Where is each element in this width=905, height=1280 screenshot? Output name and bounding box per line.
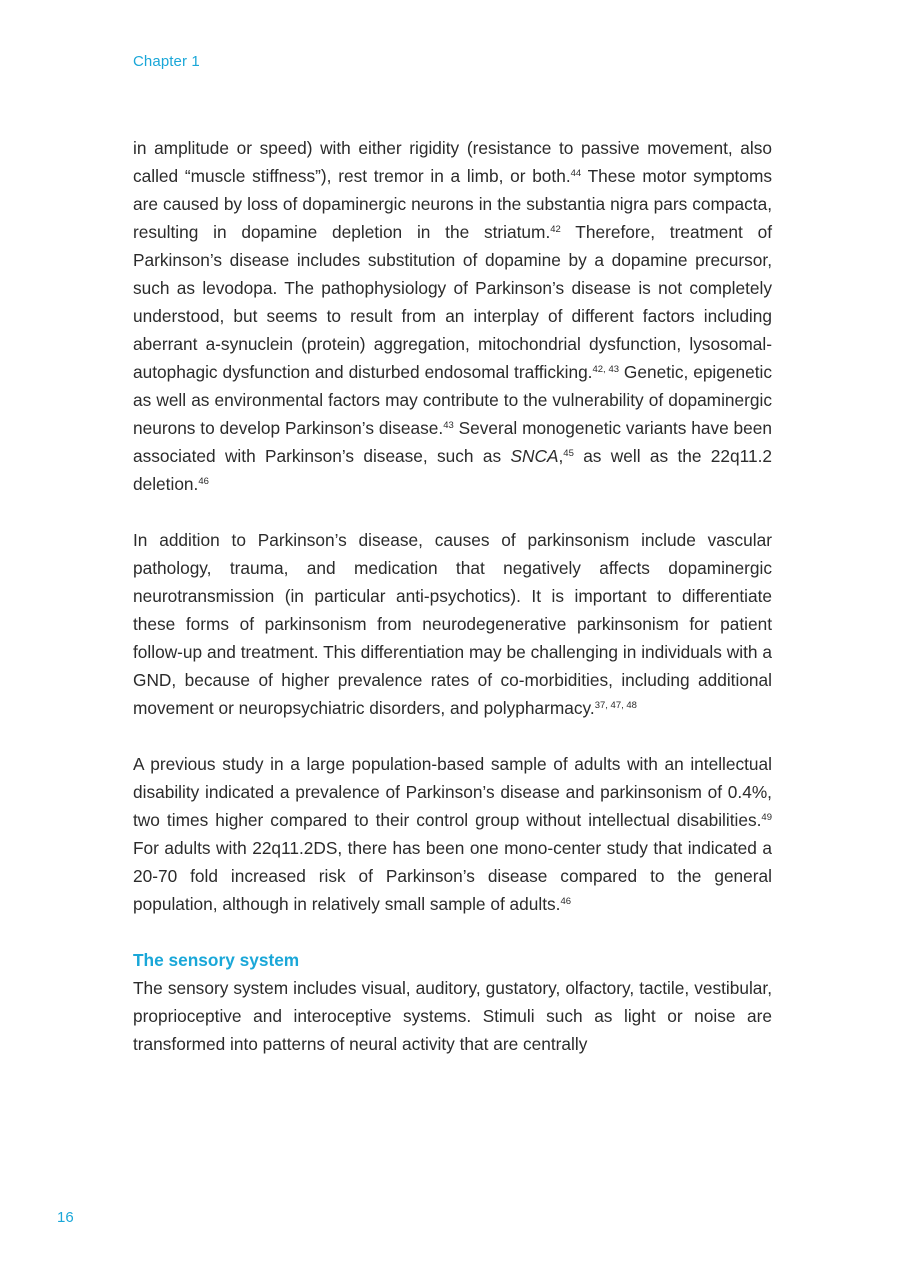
text-segment: as well as the 22q11.2 deletion.: [133, 446, 772, 494]
citation: 43: [443, 420, 454, 431]
text-segment: Genetic, epigenetic as well as environmental factors may contribute to the vulnerability of dopaminergic neurons to develop Parkinson’s disease.: [133, 362, 772, 438]
paragraph-prevalence: [133, 750, 772, 918]
text-segment: In addition to Parkinson’s disease, causes of parkinsonism include vascular pathology, trauma, and medication that negatively affects dopaminergic neurotransmission (in particular anti-psychotics). It is important to differentiate these forms of parkinsonism from neurodegenerative parkinsonism for patient follow-up and treatment. This differentiation may be challenging in individuals with a GND, because of higher prevalence rates of co-morbidities, including additional movement or neuropsychiatric disorders, and polypharmacy.: [133, 530, 772, 718]
text-segment: A previous study in a large population-based sample of adults with an intellectual disability indicated a prevalence of Parkinson’s disease and parkinsonism of 0.4%, two times higher compared to their control group without intellectual disabilities.: [133, 754, 772, 830]
citation: 46: [560, 896, 572, 907]
section-heading: The sensory system: [133, 950, 300, 970]
text-segment: Several monogenetic variants have been associated with Parkinson’s disease, such as: [133, 418, 772, 466]
paragraph-parkinsonism-motor: [133, 134, 772, 498]
text-segment: For adults with 22q11.2DS, there has been one mono-center study that indicated a 20-70 fold increased risk of Parkinson’s disease compared to the general population, although in relatively small sample of adults.: [133, 838, 772, 914]
text-segment: ,: [558, 446, 564, 466]
citation: 37, 47, 48: [594, 700, 637, 711]
text-segment: The sensory system includes visual, auditory, gustatory, olfactory, tactile, vestibular, proprioceptive and interoceptive systems. Stimuli such as light or noise are transformed into patterns of neural activity that are centrally: [133, 978, 772, 1054]
paragraph-sensory-system: [133, 974, 772, 1058]
gene-name: SNCA: [510, 446, 559, 466]
citation: 49: [761, 812, 772, 823]
text-segment: Therefore, treatment of Parkinson’s disease includes substitution of dopamine by a dopamine precursor, such as levodopa. The pathophysiology of Parkinson’s disease is not completely understood, but seems to result from an interplay of different factors including aberrant a-synuclein (protein) aggregation, mitochondrial dysfunction, lysosomal-autophagic dysfunction and disturbed endosomal trafficking.: [133, 222, 772, 382]
citation: 45: [563, 448, 574, 459]
citation: 46: [198, 476, 209, 487]
citation: 42: [550, 224, 561, 235]
citation: 42, 43: [592, 364, 620, 375]
page-body: [133, 134, 772, 1058]
page-number: 16: [57, 1209, 74, 1226]
paragraph-parkinsonism-causes: [133, 526, 772, 722]
citation: 44: [570, 168, 582, 179]
chapter-running-head: Chapter 1: [133, 53, 200, 70]
text-segment: These motor symptoms are caused by loss of dopaminergic neurons in the substantia nigra pars compacta, resulting in dopamine depletion in the striatum.: [133, 166, 772, 242]
text-segment: in amplitude or speed) with either rigidity (resistance to passive movement, also called “muscle stiffness”), rest tremor in a limb, or both.: [133, 138, 772, 186]
